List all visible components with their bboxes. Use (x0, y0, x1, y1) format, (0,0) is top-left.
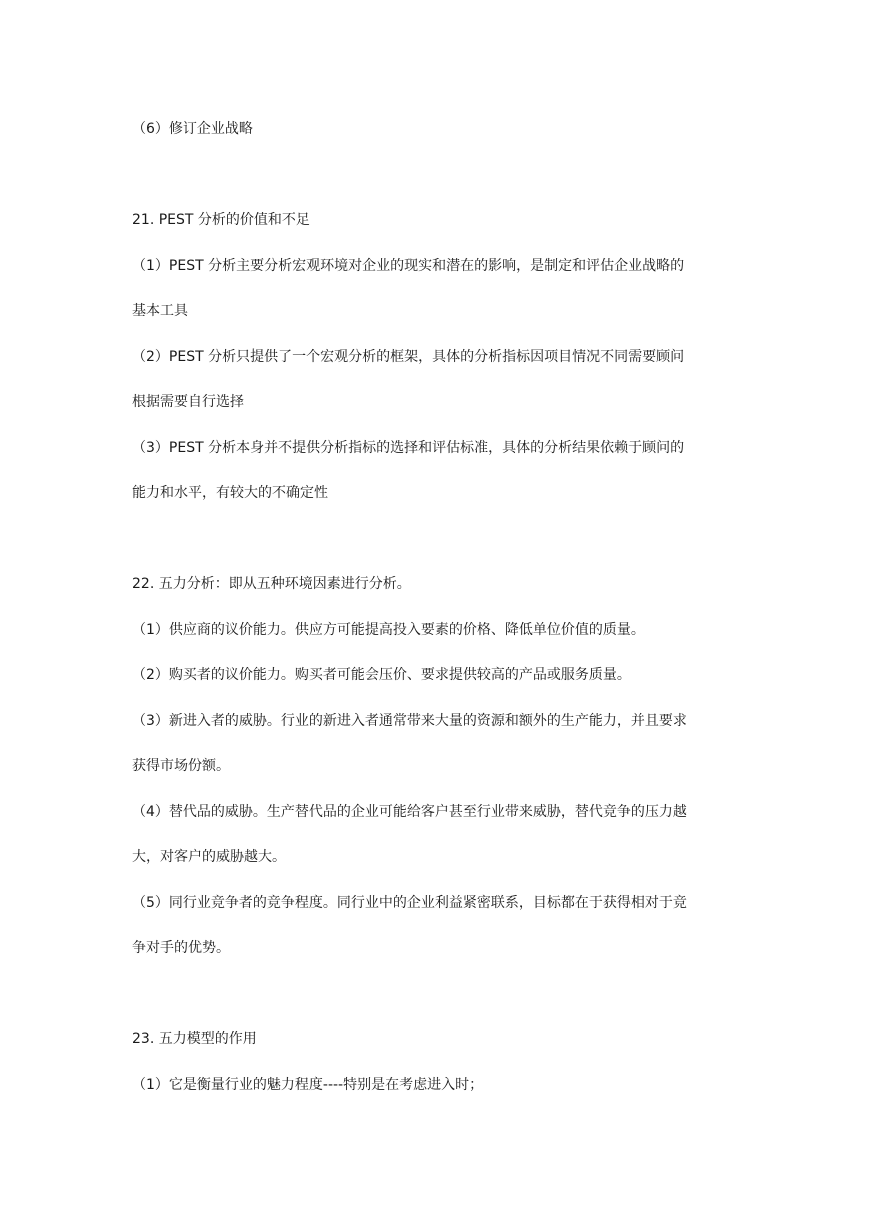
paragraph-continuation: 基本工具 (132, 303, 188, 319)
list-item: （1）供应商的议价能力。供应方可能提高投入要素的价格、降低单位价值的质量。 (132, 622, 645, 638)
list-item: （4）替代品的威胁。生产替代品的企业可能给客户甚至行业带来威胁，替代竞争的压力越 (132, 804, 687, 820)
paragraph-continuation: 大，对客户的威胁越大。 (132, 849, 286, 865)
list-item: （1）它是衡量行业的魅力程度----特别是在考虑进入时； (132, 1077, 484, 1093)
list-item: （2）PEST 分析只提供了一个宏观分析的框架，具体的分析指标因项目情况不同需要顾问 (132, 349, 685, 365)
list-item: （3）新进入者的威胁。行业的新进入者通常带来大量的资源和额外的生产能力，并且要求 (132, 713, 687, 729)
section-heading: 23. 五力模型的作用 (132, 1031, 257, 1047)
list-item: （5）同行业竞争者的竞争程度。同行业中的企业利益紧密联系，目标都在于获得相对于竞 (132, 895, 687, 911)
paragraph-continuation: 获得市场份额。 (132, 758, 230, 774)
paragraph-continuation: 争对手的优势。 (132, 940, 230, 956)
paragraph-continuation: 根据需要自行选择 (132, 394, 244, 410)
section-heading: 22. 五力分析：即从五种环境因素进行分析。 (132, 576, 411, 592)
list-item: （3）PEST 分析本身并不提供分析指标的选择和评估标准，具体的分析结果依赖于顾问的 (132, 440, 685, 456)
list-item: （6）修订企业战略 (132, 121, 253, 137)
paragraph-continuation: 能力和水平，有较大的不确定性 (132, 485, 328, 501)
list-item: （2）购买者的议价能力。购买者可能会压价、要求提供较高的产品或服务质量。 (132, 667, 631, 683)
section-heading: 21. PEST 分析的价值和不足 (132, 212, 310, 228)
list-item: （1）PEST 分析主要分析宏观环境对企业的现实和潜在的影响，是制定和评估企业战略的 (132, 258, 685, 274)
